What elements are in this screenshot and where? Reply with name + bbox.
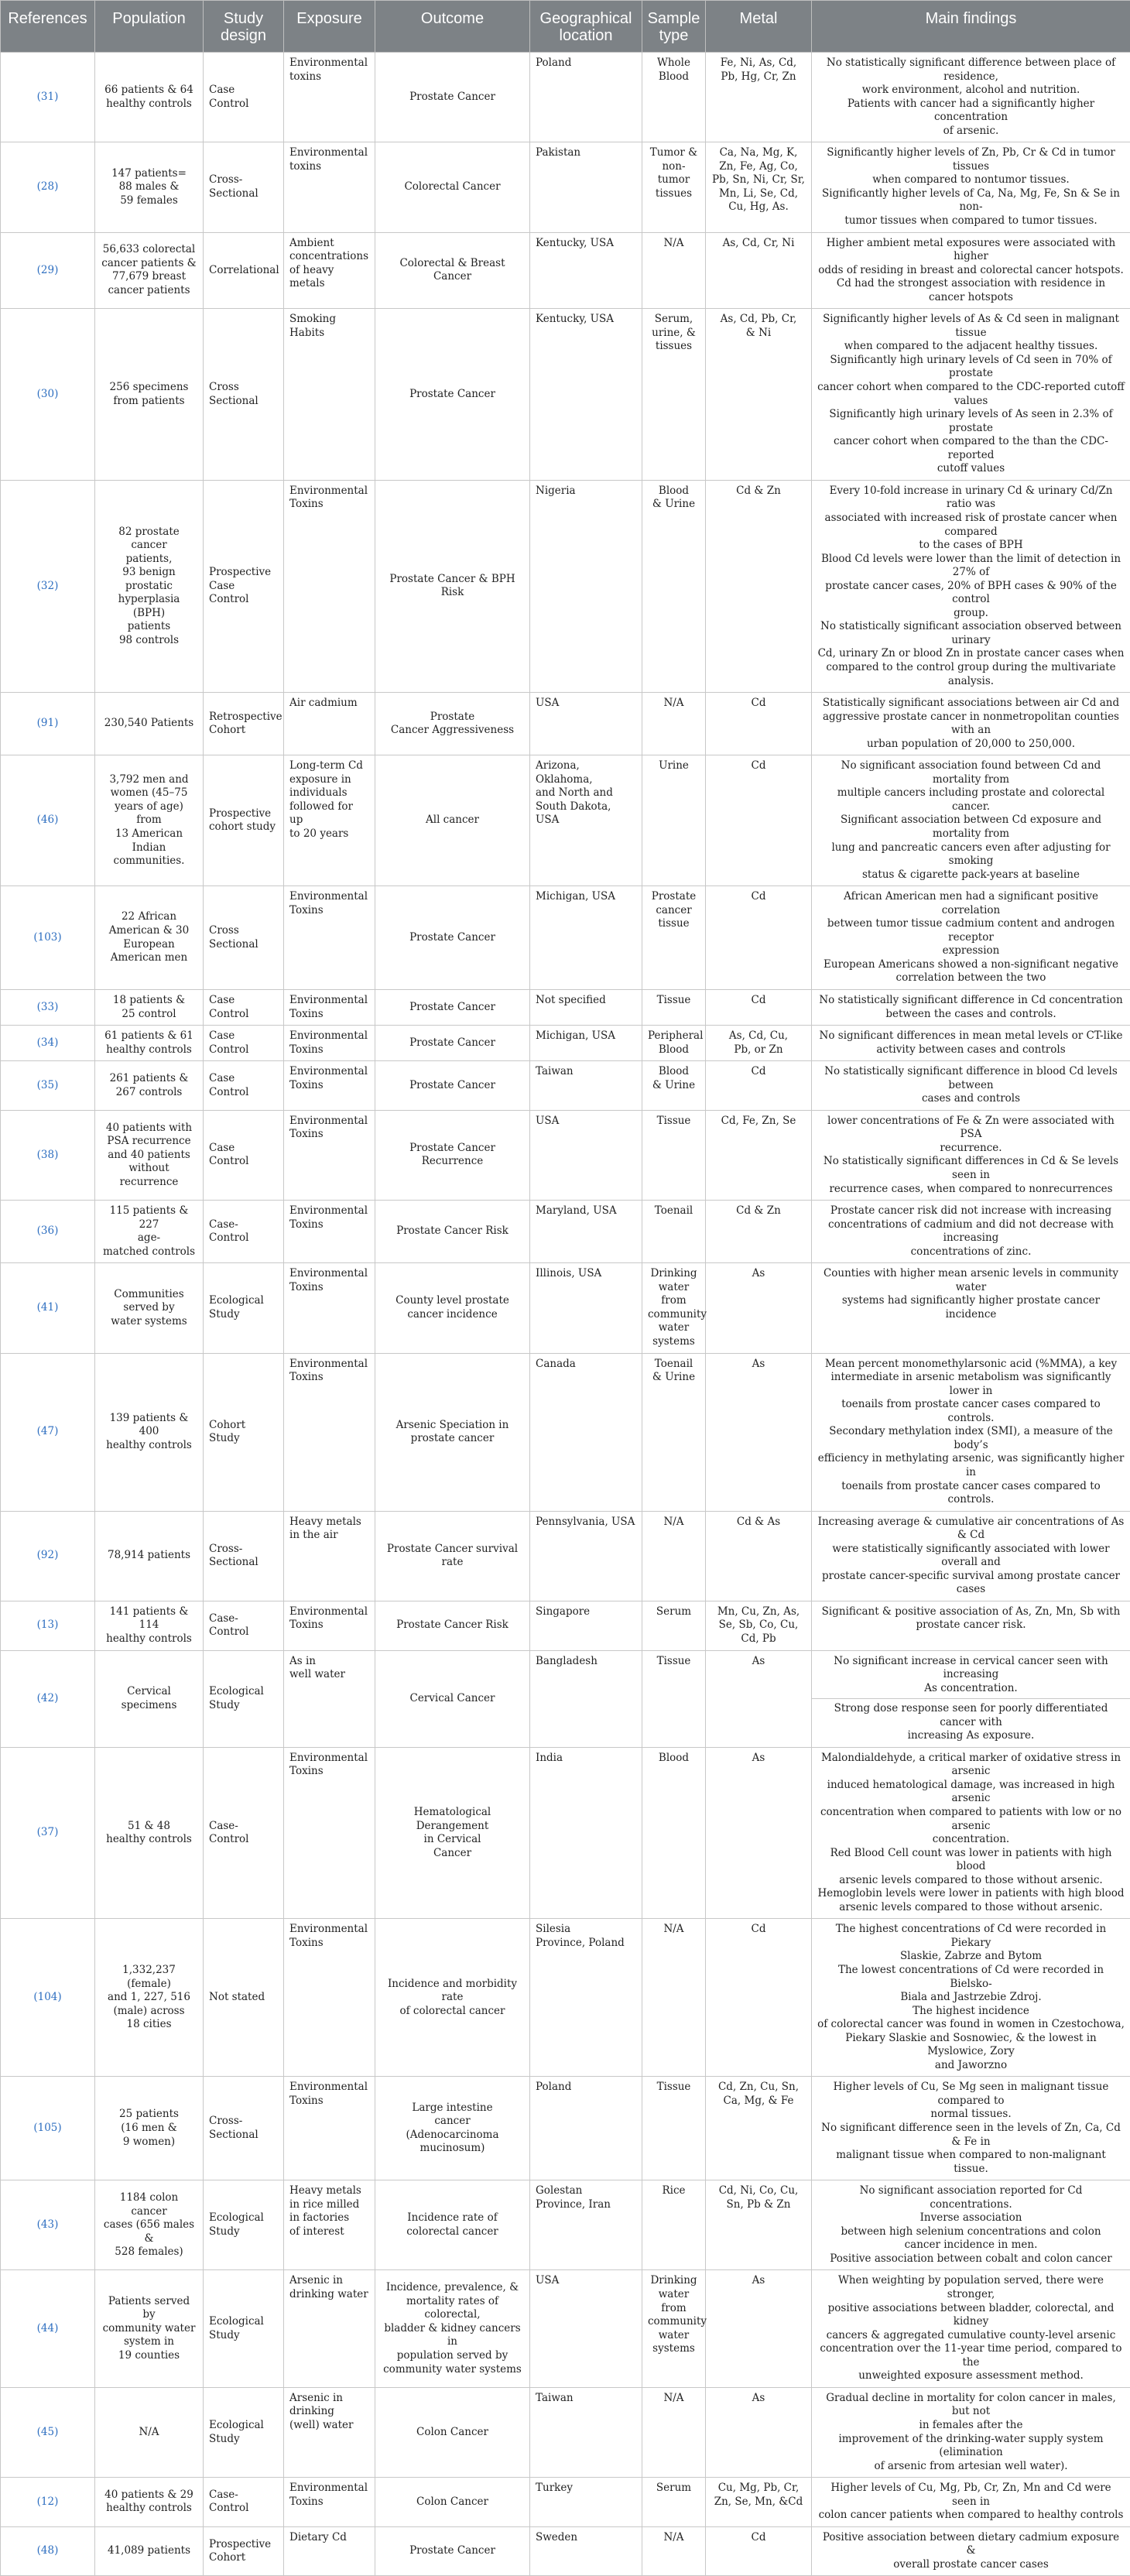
metal-cell: As, Cd, Cr, Ni (706, 232, 812, 309)
table-row (1, 1110, 1130, 1200)
metal-cell: As (706, 2387, 812, 2477)
sample-type-cell: N/A (642, 693, 706, 755)
table-body (1, 53, 1130, 2576)
table-row (1, 2077, 1130, 2180)
metal-cell: As (706, 1650, 812, 1747)
reference-link[interactable]: (48) (1, 2526, 95, 2576)
population-cell: 41,089 patients (95, 2526, 204, 2576)
metal-cell: Cu, Mg, Pb, Cr, Zn, Se, Mn, &Cd (706, 2478, 812, 2527)
location-cell: Turkey (530, 2478, 642, 2527)
location-cell: Arizona, Oklahoma, and North and South Dakota, USA (530, 755, 642, 886)
population-cell: 56,633 colorectal cancer patients & 77,679 breast cancer patients (95, 232, 204, 309)
study-design-cell: Case-Control (204, 1747, 284, 1919)
exposure-cell: Environmental Toxins (284, 1061, 375, 1111)
outcome-cell: Incidence, prevalence, & mortality rates of colorectal, bladder & kidney cancers in population served by community water systems (375, 2270, 530, 2387)
location-cell: Bangladesh (530, 1650, 642, 1747)
outcome-cell: Hematological Derangement in Cervical Cancer (375, 1747, 530, 1919)
reference-link[interactable]: (41) (1, 1263, 95, 1353)
study-design-cell: Case-Control (204, 1601, 284, 1650)
population-cell: 78,914 patients (95, 1511, 204, 1601)
population-cell: 147 patients= 88 males & 59 females (95, 142, 204, 232)
population-cell: 82 prostate cancer patients, 93 benign prostatic hyperplasia (BPH) patients 98 controls (95, 480, 204, 692)
study-design-cell: Case-Control (204, 1201, 284, 1263)
table-row (1, 755, 1130, 886)
population-cell: 115 patients & 227 age- matched controls (95, 1201, 204, 1263)
outcome-cell: Prostate Cancer Risk (375, 1601, 530, 1650)
table-row (1, 2526, 1130, 2576)
study-design-cell: Cross- Sectional (204, 2077, 284, 2180)
exposure-cell: Environmental Toxins (284, 886, 375, 990)
table-row (1, 990, 1130, 1026)
outcome-cell: Colon Cancer (375, 2478, 530, 2527)
outcome-cell: All cancer (375, 755, 530, 886)
exposure-cell: Smoking Habits (284, 309, 375, 481)
table-row (1, 2387, 1130, 2477)
population-cell: 256 specimens from patients (95, 309, 204, 481)
study-design-cell: Case Control (204, 1026, 284, 1061)
outcome-cell: Arsenic Speciation in prostate cancer (375, 1353, 530, 1511)
outcome-cell: Prostate Cancer Risk (375, 1201, 530, 1263)
study-design-cell: Ecological Study (204, 1650, 284, 1747)
metal-cell: As (706, 1263, 812, 1353)
population-cell: 25 patients (16 men & 9 women) (95, 2077, 204, 2180)
exposure-cell: Air cadmium (284, 693, 375, 755)
main-findings-cell: Gradual decline in mortality for colon cancer in males, but not in females after the improvement of the drinking-water supply system (elimination of arsenic from artesian well water). (812, 2387, 1130, 2477)
metal-cell: Cd (706, 1919, 812, 2077)
sample-type-cell: Blood (642, 1747, 706, 1919)
sample-type-cell: Whole Blood (642, 53, 706, 142)
metal-cell: As (706, 1747, 812, 1919)
table-row (1, 142, 1130, 232)
exposure-cell: Environmental Toxins (284, 1201, 375, 1263)
header-sample-type: Sample type (642, 1, 706, 53)
exposure-cell: As in well water (284, 1650, 375, 1747)
population-cell: Communities served by water systems (95, 1263, 204, 1353)
metal-cell: Cd & Zn (706, 1201, 812, 1263)
header-main-findings: Main findings (812, 1, 1130, 53)
header-population: Population (95, 1, 204, 53)
exposure-cell: Arsenic in drinking (well) water (284, 2387, 375, 2477)
table-row (1, 2180, 1130, 2270)
main-findings-cell: Significant & positive association of As, Zn, Mn, Sb with prostate cancer risk. (812, 1601, 1130, 1650)
location-cell: Canada (530, 1353, 642, 1511)
reference-link[interactable]: (38) (1, 1110, 95, 1200)
header-row (1, 1, 1130, 53)
table-row (1, 1650, 1130, 1747)
outcome-cell: Prostate Cancer (375, 990, 530, 1026)
table-row (1, 1026, 1130, 1061)
reference-link[interactable]: (12) (1, 2478, 95, 2527)
metal-cell: As (706, 2270, 812, 2387)
exposure-cell: Environmental Toxins (284, 1747, 375, 1919)
outcome-cell: Prostate Cancer (375, 1061, 530, 1111)
reference-link[interactable]: (105) (1, 2077, 95, 2180)
metal-cell: Cd, Zn, Cu, Sn, Ca, Mg, & Fe (706, 2077, 812, 2180)
sample-type-cell: N/A (642, 232, 706, 309)
main-findings-cell: Higher ambient metal exposures were associated with higher odds of residing in breast and colorectal cancer hotspots. Cd had the strongest association with residence in cancer hotspots (812, 232, 1130, 309)
main-findings-cell: lower concentrations of Fe & Zn were associated with PSA recurrence. No statistically significant differences in Cd & Se levels seen in recurrence cases, when compared to nonrecurrences (812, 1110, 1130, 1200)
reference-link[interactable]: (91) (1, 693, 95, 755)
reference-link[interactable]: (36) (1, 1201, 95, 1263)
outcome-cell: Colorectal Cancer (375, 142, 530, 232)
metal-cell: Cd (706, 693, 812, 755)
metal-cell: Fe, Ni, As, Cd, Pb, Hg, Cr, Zn (706, 53, 812, 142)
exposure-cell: Environmental Toxins (284, 990, 375, 1026)
study-design-cell: Ecological Study (204, 2387, 284, 2477)
main-findings-cell: Counties with higher mean arsenic levels in community water systems had significantly higher prostate cancer incidence (812, 1263, 1130, 1353)
metal-cell: Mn, Cu, Zn, As, Se, Sb, Co, Cu, Cd, Pb (706, 1601, 812, 1650)
study-design-cell: Cross Sectional (204, 309, 284, 481)
population-cell: 230,540 Patients (95, 693, 204, 755)
reference-link[interactable]: (37) (1, 1747, 95, 1919)
study-design-cell: Ecological Study (204, 1263, 284, 1353)
location-cell: USA (530, 1110, 642, 1200)
study-design-cell: Ecological Study (204, 2270, 284, 2387)
exposure-cell: Heavy metals in the air (284, 1511, 375, 1601)
metal-cell: Cd (706, 755, 812, 886)
location-cell: Kentucky, USA (530, 309, 642, 481)
sample-type-cell: Tissue (642, 1650, 706, 1747)
location-cell: Michigan, USA (530, 886, 642, 990)
exposure-cell: Environmental Toxins (284, 2077, 375, 2180)
sample-type-cell: Rice (642, 2180, 706, 2270)
sample-type-cell: Tissue (642, 990, 706, 1026)
location-cell: Golestan Province, Iran (530, 2180, 642, 2270)
metal-cell: Cd (706, 886, 812, 990)
main-findings-cell: Increasing average & cumulative air concentrations of As & Cd were statistically significantly associated with lower overall and prostate cancer-specific survival among prostate cancer cases (812, 1511, 1130, 1601)
population-cell: 40 patients & 29 healthy controls (95, 2478, 204, 2527)
outcome-cell: Prostate Cancer & BPH Risk (375, 480, 530, 692)
reference-link[interactable]: (13) (1, 1601, 95, 1650)
exposure-cell: Environmental Toxins (284, 480, 375, 692)
exposure-cell: Environmental Toxins (284, 2478, 375, 2527)
location-cell: Kentucky, USA (530, 232, 642, 309)
sample-type-cell: Serum, urine, & tissues (642, 309, 706, 481)
population-cell: 3,792 men and women (45–75 years of age) from 13 American Indian communities. (95, 755, 204, 886)
main-findings-cell (812, 1650, 1130, 1747)
reference-link[interactable]: (43) (1, 2180, 95, 2270)
reference-link[interactable]: (35) (1, 1061, 95, 1111)
population-cell: 51 & 48 healthy controls (95, 1747, 204, 1919)
main-findings-cell: No significant association reported for Cd concentrations. Inverse association between high selenium concentrations and colon cancer incidence in men. Positive association between cobalt and colon cancer (812, 2180, 1130, 2270)
population-cell: 22 African American & 30 European American men (95, 886, 204, 990)
exposure-cell: Environmental Toxins (284, 1110, 375, 1200)
location-cell: Taiwan (530, 2387, 642, 2477)
main-findings-cell: Higher levels of Cu, Mg, Pb, Cr, Zn, Mn and Cd were seen in colon cancer patients when compared to healthy controls (812, 2478, 1130, 2527)
sample-type-cell: Peripheral Blood (642, 1026, 706, 1061)
population-cell: 66 patients & 64 healthy controls (95, 53, 204, 142)
sample-type-cell: Urine (642, 755, 706, 886)
sample-type-cell: Tumor & non- tumor tissues (642, 142, 706, 232)
location-cell: Silesia Province, Poland (530, 1919, 642, 2077)
table-row (1, 1511, 1130, 1601)
main-findings-cell: Statistically significant associations between air Cd and aggressive prostate cancer in nonmetropolitan counties with an urban population of 20,000 to 250,000. (812, 693, 1130, 755)
table-row (1, 1061, 1130, 1111)
main-findings-cell: No statistically significant difference between place of residence, work environment, alcohol and nutrition. Patients with cancer had a significantly higher concentration of arsenic. (812, 53, 1130, 142)
header-exposure: Exposure (284, 1, 375, 53)
outcome-cell: Colorectal & Breast Cancer (375, 232, 530, 309)
population-cell: 18 patients & 25 control (95, 990, 204, 1026)
header-geographical-location: Geographical location (530, 1, 642, 53)
study-design-cell: Cohort Study (204, 1353, 284, 1511)
sample-type-cell: Tissue (642, 2077, 706, 2180)
main-findings-cell: African American men had a significant positive correlation between tumor tissue cadmium content and androgen receptor expression European Americans showed a non-significant negative correlation between the two (812, 886, 1130, 990)
sample-type-cell: Serum (642, 1601, 706, 1650)
exposure-cell: Environmental toxins (284, 53, 375, 142)
table-row (1, 886, 1130, 990)
table-row (1, 2478, 1130, 2527)
outcome-cell: Prostate Cancer (375, 53, 530, 142)
study-design-cell: Retrospective Cohort (204, 693, 284, 755)
sample-type-cell: Blood & Urine (642, 1061, 706, 1111)
table-row (1, 480, 1130, 692)
location-cell: Sweden (530, 2526, 642, 2576)
outcome-cell: Incidence and morbidity rate of colorectal cancer (375, 1919, 530, 2077)
header-metal: Metal (706, 1, 812, 53)
sample-type-cell: N/A (642, 1919, 706, 2077)
outcome-cell: Prostate Cancer (375, 2526, 530, 2576)
reference-link[interactable]: (30) (1, 309, 95, 481)
outcome-cell: Incidence rate of colorectal cancer (375, 2180, 530, 2270)
study-design-cell: Case Control (204, 1061, 284, 1111)
outcome-cell: Prostate Cancer (375, 309, 530, 481)
table-row (1, 1263, 1130, 1353)
outcome-cell: Prostate Cancer (375, 1026, 530, 1061)
study-design-cell: Case-Control (204, 2478, 284, 2527)
reference-link[interactable]: (92) (1, 1511, 95, 1601)
main-findings-cell: Higher levels of Cu, Se Mg seen in malignant tissue compared to normal tissues. No significant difference seen in the levels of Zn, Ca, Cd & Fe in malignant tissue when compared to non-malignant tissue. (812, 2077, 1130, 2180)
study-design-cell: Prospective Cohort (204, 2526, 284, 2576)
exposure-cell: Environmental toxins (284, 142, 375, 232)
exposure-cell: Heavy metals in rice milled in factories of interest (284, 2180, 375, 2270)
sample-type-cell: N/A (642, 2387, 706, 2477)
metal-cell: Cd (706, 1061, 812, 1111)
main-findings-cell: No statistically significant difference in Cd concentration between the cases and controls. (812, 990, 1130, 1026)
metal-cell: Cd, Ni, Co, Cu, Sn, Pb & Zn (706, 2180, 812, 2270)
study-design-cell: Case Control (204, 1110, 284, 1200)
sample-type-cell: Blood & Urine (642, 480, 706, 692)
population-cell: Cervical specimens (95, 1650, 204, 1747)
reference-link[interactable]: (47) (1, 1353, 95, 1511)
reference-link[interactable]: (29) (1, 232, 95, 309)
table-row (1, 309, 1130, 481)
metal-cell: As (706, 1353, 812, 1511)
location-cell: Poland (530, 53, 642, 142)
reference-link[interactable]: (42) (1, 1650, 95, 1747)
header-outcome: Outcome (375, 1, 530, 53)
table-row (1, 1919, 1130, 2077)
sample-type-cell: Prostate cancer tissue (642, 886, 706, 990)
main-findings-cell: Every 10-fold increase in urinary Cd & urinary Cd/Zn ratio was associated with increased risk of prostate cancer when compared to the cases of BPH Blood Cd levels were lower than the limit of detection in 27% of prostate cancer cases, 20% of BPH cases & 90% of the control group. No statistically significant association observed between urinary Cd, urinary Zn or blood Zn in prostate cancer cases when compared to the control group during the multivariate analysis. (812, 480, 1130, 692)
outcome-cell: Prostate Cancer survival rate (375, 1511, 530, 1601)
exposure-cell: Environmental Toxins (284, 1263, 375, 1353)
outcome-cell: Prostate Cancer Aggressiveness (375, 693, 530, 755)
reference-link[interactable]: (34) (1, 1026, 95, 1061)
main-findings-cell: Prostate cancer risk did not increase with increasing concentrations of cadmium and did not decrease with increasing concentrations of zinc. (812, 1201, 1130, 1263)
location-cell: USA (530, 2270, 642, 2387)
exposure-cell: Arsenic in drinking water (284, 2270, 375, 2387)
metal-cell: Cd (706, 990, 812, 1026)
population-cell: N/A (95, 2387, 204, 2477)
metal-cell: Ca, Na, Mg, K, Zn, Fe, Ag, Co, Pb, Sn, Ni, Cr, Sr, Mn, Li, Se, Cd, Cu, Hg, As. (706, 142, 812, 232)
table-row (1, 1747, 1130, 1919)
outcome-cell: Prostate Cancer (375, 886, 530, 990)
study-design-cell: Not stated (204, 1919, 284, 2077)
study-design-cell: Correlational (204, 232, 284, 309)
population-cell: 141 patients & 114 healthy controls (95, 1601, 204, 1650)
reference-link[interactable]: (31) (1, 53, 95, 142)
metal-cell: Cd, Fe, Zn, Se (706, 1110, 812, 1200)
study-design-cell: Cross- Sectional (204, 1511, 284, 1601)
population-cell: 139 patients & 400 healthy controls (95, 1353, 204, 1511)
main-findings-cell: Significantly higher levels of Zn, Pb, Cr & Cd in tumor tissues when compared to nontumor tissues. Significantly higher levels of Ca, Na, Mg, Fe, Sn & Se in non- tumor tissues when compared to tumor tissues. (812, 142, 1130, 232)
main-findings-cell: Significantly higher levels of As & Cd seen in malignant tissue when compared to the adjacent healthy tissues. Significantly high urinary levels of Cd seen in 70% of prostate cancer cohort when compared to the CDC-reported cutoff values Significantly high urinary levels of As seen in 2.3% of prostate cancer cohort when compared to the than the CDC-reported cutoff values (812, 309, 1130, 481)
location-cell: Taiwan (530, 1061, 642, 1111)
location-cell: Not specified (530, 990, 642, 1026)
location-cell: Singapore (530, 1601, 642, 1650)
sample-type-cell: Toenail (642, 1201, 706, 1263)
outcome-cell: Large intestine cancer (Adenocarcinoma mucinosum) (375, 2077, 530, 2180)
reference-link[interactable]: (44) (1, 2270, 95, 2387)
header-study-design: Study design (204, 1, 284, 53)
metal-cell: As, Cd, Pb, Cr, & Ni (706, 309, 812, 481)
header-references: References (1, 1, 95, 53)
study-design-cell: Case Control (204, 53, 284, 142)
exposure-cell: Environmental Toxins (284, 1026, 375, 1061)
main-findings-cell: Positive association between dietary cadmium exposure & overall prostate cancer cases (812, 2526, 1130, 2576)
location-cell: Nigeria (530, 480, 642, 692)
main-findings-cell: Mean percent monomethylarsonic acid (%MMA), a key intermediate in arsenic metabolism was significantly lower in toenails from prostate cancer cases compared to controls. Secondary methylation index (SMI), a measure of the body’s efficiency in methylating arsenic, was significantly higher in toenails from prostate cancer cases compared to controls. (812, 1353, 1130, 1511)
table-row (1, 2270, 1130, 2387)
outcome-cell: County level prostate cancer incidence (375, 1263, 530, 1353)
location-cell: Poland (530, 2077, 642, 2180)
exposure-cell: Environmental Toxins (284, 1601, 375, 1650)
exposure-cell: Long-term Cd exposure in individuals followed for up to 20 years (284, 755, 375, 886)
main-findings-cell: The highest concentrations of Cd were recorded in Piekary Slaskie, Zabrze and Bytom The lowest concentrations of Cd were recorded in Bielsko- Biala and Jastrzebie Zdroj. The highest incidence of colorectal cancer was found in women in Czestochowa, Piekary Slaskie and Sosnowiec, & the lowest in Myslowice, Zory and Jaworzno (812, 1919, 1130, 2077)
population-cell: 40 patients with PSA recurrence and 40 patients without recurrence (95, 1110, 204, 1200)
table-row (1, 693, 1130, 755)
reference-link[interactable]: (33) (1, 990, 95, 1026)
reference-link[interactable]: (104) (1, 1919, 95, 2077)
location-cell: USA (530, 693, 642, 755)
exposure-cell: Dietary Cd (284, 2526, 375, 2576)
exposure-cell: Environmental Toxins (284, 1919, 375, 2077)
table-row (1, 232, 1130, 309)
metal-cell: Cd & As (706, 1511, 812, 1601)
population-cell: 61 patients & 61 healthy controls (95, 1026, 204, 1061)
sample-type-cell: N/A (642, 1511, 706, 1601)
study-design-cell: Cross Sectional (204, 886, 284, 990)
sample-type-cell: Tissue (642, 1110, 706, 1200)
study-design-cell: Prospective Case Control (204, 480, 284, 692)
outcome-cell: Colon Cancer (375, 2387, 530, 2477)
location-cell: Michigan, USA (530, 1026, 642, 1061)
population-cell: 1,332,237 (female) and 1, 227, 516 (male) across 18 cities (95, 1919, 204, 2077)
sample-type-cell: Drinking water from community water systems (642, 1263, 706, 1353)
location-cell: India (530, 1747, 642, 1919)
reference-link[interactable]: (45) (1, 2387, 95, 2477)
table-row (1, 1353, 1130, 1511)
location-cell: Pakistan (530, 142, 642, 232)
outcome-cell: Prostate Cancer Recurrence (375, 1110, 530, 1200)
main-findings-cell: No significant association found between Cd and mortality from multiple cancers including prostate and colorectal cancer. Significant association between Cd exposure and mortality from lung and pancreatic cancers even after adjusting for smoking status & cigarette pack-years at baseline (812, 755, 1130, 886)
main-findings-part: Strong dose response seen for poorly differentiated cancer with increasing As exposure. (812, 1698, 1130, 1743)
study-design-cell: Cross- Sectional (204, 142, 284, 232)
study-design-cell: Case Control (204, 990, 284, 1026)
main-findings-cell: When weighting by population served, there were stronger, positive associations between bladder, colorectal, and kidney cancers & aggregated cumulative county-level arsenic concentration over the 11-year time period, compared to the unweighted exposure assessment method. (812, 2270, 1130, 2387)
exposure-cell: Ambient concentrations of heavy metals (284, 232, 375, 309)
table-row (1, 53, 1130, 142)
sample-type-cell: Drinking water from community water systems (642, 2270, 706, 2387)
sample-type-cell: Toenail & Urine (642, 1353, 706, 1511)
study-design-cell: Ecological Study (204, 2180, 284, 2270)
metal-cell: As, Cd, Cu, Pb, or Zn (706, 1026, 812, 1061)
main-findings-cell: No significant differences in mean metal levels or CT-like activity between cases and controls (812, 1026, 1130, 1061)
metal-cell: Cd (706, 2526, 812, 2576)
population-cell: 261 patients & 267 controls (95, 1061, 204, 1111)
exposure-cell: Environmental Toxins (284, 1353, 375, 1511)
table-row (1, 1201, 1130, 1263)
reference-link[interactable]: (46) (1, 755, 95, 886)
outcome-cell: Cervical Cancer (375, 1650, 530, 1747)
population-cell: 1184 colon cancer cases (656 males & 528 females) (95, 2180, 204, 2270)
main-findings-cell: Malondialdehyde, a critical marker of oxidative stress in arsenic induced hematological damage, was increased in high arsenic concentration when compared to patients with low or no arsenic concentration. Red Blood Cell count was lower in patients with high blood arsenic levels compared to those without arsenic. Hemoglobin levels were lower in patients with high blood arsenic levels compared to those without arsenic. (812, 1747, 1130, 1919)
table-row (1, 1601, 1130, 1650)
main-findings-cell: No statistically significant difference in blood Cd levels between cases and controls (812, 1061, 1130, 1111)
main-findings-part: No significant increase in cervical cancer seen with increasing As concentration. (817, 1655, 1125, 1696)
sample-type-cell: Serum (642, 2478, 706, 2527)
reference-link[interactable]: (28) (1, 142, 95, 232)
reference-link[interactable]: (32) (1, 480, 95, 692)
location-cell: Illinois, USA (530, 1263, 642, 1353)
sample-type-cell: N/A (642, 2526, 706, 2576)
study-design-cell: Prospective cohort study (204, 755, 284, 886)
location-cell: Maryland, USA (530, 1201, 642, 1263)
reference-link[interactable]: (103) (1, 886, 95, 990)
location-cell: Pennsylvania, USA (530, 1511, 642, 1601)
population-cell: Patients served by community water system in 19 counties (95, 2270, 204, 2387)
metal-cell: Cd & Zn (706, 480, 812, 692)
